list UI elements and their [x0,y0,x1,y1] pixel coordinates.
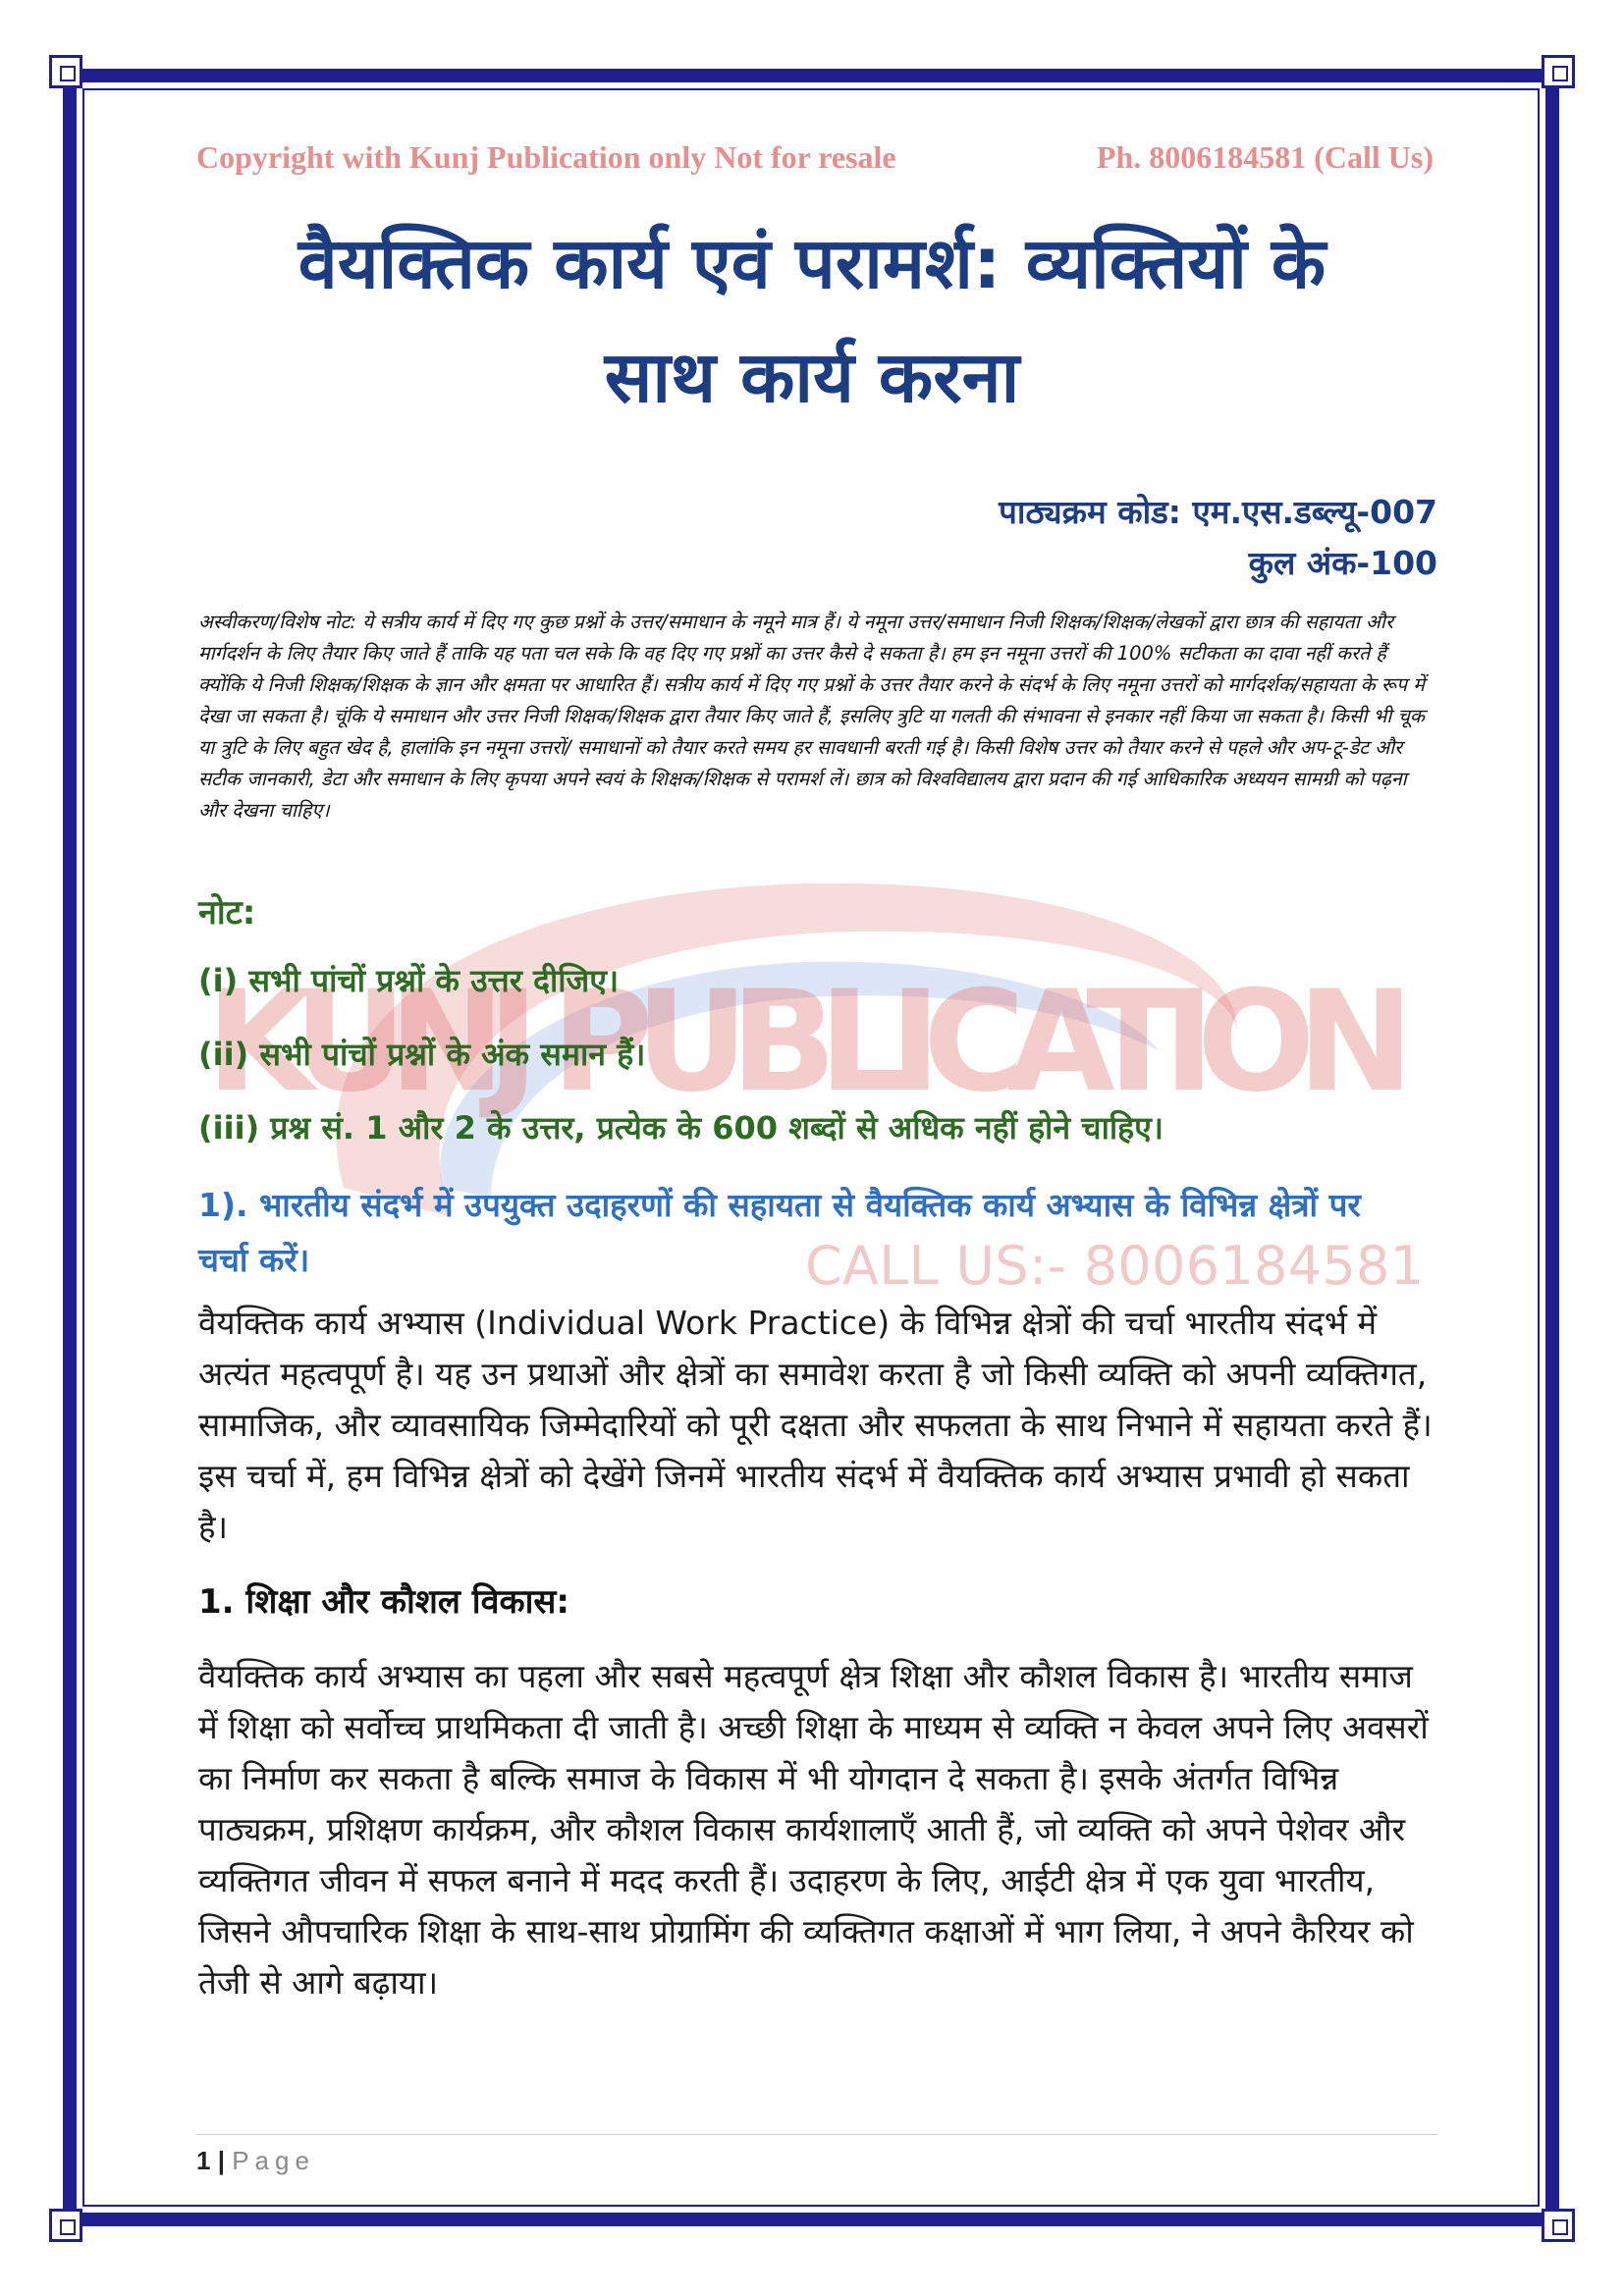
footer-separator: | [217,2146,225,2175]
footer-divider [196,2134,1437,2135]
copyright-text: Copyright with Kunj Publication only Not for resale [196,139,896,175]
section-1-paragraph: वैयक्तिक कार्य अभ्यास का पहला और सबसे महत्वपूर्ण क्षेत्र शिक्षा और कौशल विकास है। भारतीय समाज में शिक्षा को सर्वोच्च प्राथमिकता दी जाती है। अच्छी शिक्षा के माध्यम से व्यक्ति न केवल अपने लिए अवसरों का निर्माण कर सकता है बल्कि समाज के विकास में भी योगदान दे सकता है। इसके अंतर्गत विभिन्न पाठ्यक्रम, प्रशिक्षण कार्यक्रम, और कौशल विकास कार्यशालाएँ आती हैं, जो व्यक्ति को अपने पेशेवर और व्यक्तिगत जीवन में सफल बनाने में मदद करती हैं। उदाहरण के लिए, आईटी क्षेत्र में एक युवा भारतीय, जिसने औपचारिक शिक्षा के साथ-साथ प्रोग्रामिंग की व्यक्तिगत कक्षाओं में भाग लिया, ने अपने कैरियर को तेजी से आगे बढ़ाया। [198,1657,1429,2002]
course-code: पाठ्यक्रम कोड: एम.एस.डब्ल्यू-007 [999,493,1437,531]
note-item-2: (ii) सभी पांचों प्रश्नों के अंक समान हैं। [198,1036,646,1073]
page-footer [196,2146,315,2176]
page-number: 1 [196,2146,211,2175]
border-corner-bottom-right [1542,2209,1575,2242]
note-heading: नोट: [198,893,256,933]
note-item-3: (iii) प्रश्न सं. 1 और 2 के उत्तर, प्रत्येक के 600 शब्दों से अधिक नहीं होने चाहिए। [198,1109,1164,1147]
watermark-brand: KUNJ PUBLICATION [206,961,1414,1123]
disclaimer-text: अस्वीकरण/विशेष नोट: ये सत्रीय कार्य में दिए गए कुछ प्रश्नों के उत्तर/समाधान के नमूने मात्र हैं। ये नमूना उत्तर/समाधान निजी शिक्षक/शिक्षक/लेखकों द्वारा छात्र की सहायता और मार्गदर्शन के लिए तैयार किए जाते हैं ताकि यह पता चल सके कि वह दिए गए प्रश्नों का उत्तर कैसे दे सकता है। हम इन नमूना उत्तरों की 100% सटीकता का दावा नहीं करते हैं क्योंकि ये निजी शिक्षक/शिक्षक के ज्ञान और क्षमता पर आधारित हैं। सत्रीय कार्य में दिए गए प्रश्नों के उत्तर तैयार करने के संदर्भ के लिए नमूना उत्तरों को मार्गदर्शक/सहायता के रूप में देखा जा सकता है। चूंकि ये समाधान और उत्तर निजी शिक्षक/शिक्षक द्वारा तैयार किए जाते हैं, इसलिए त्रुटि या गलती की संभावना से इनकार नहीं किया जा सकता है। किसी भी चूक या त्रुटि के लिए बहुत खेद है, हालांकि इन नमूना उत्तरों/ समाधानों को तैयार करते समय हर सावधानी बरती गई है। किसी विशेष उत्तर को तैयार करने से पहले और अप-टू-डेट और सटीक जानकारी, डेटा और समाधान के लिए कृपया अपने स्वयं के शिक्षक/शिक्षक से परामर्श लें। छात्र को विश्वविद्यालय द्वारा प्रदान की गई आधिकारिक अध्ययन सामग्री को पढ़ना और देखना चाहिए। [198,611,1425,822]
document-title [147,206,1477,434]
border-corner-top-right [1542,55,1575,88]
border-corner-bottom-left [49,2209,82,2242]
title-line-2: साथ कार्य करना [604,336,1020,418]
phone-text: Ph. 8006184581 (Call Us) [1096,139,1434,175]
question-1: 1). भारतीय संदर्भ में उपयुक्त उदाहरणों की सहायता से वैयक्तिक कार्य अभ्यास के विभिन्न क्षेत्रों पर चर्चा करें। [198,1186,1361,1279]
border-corner-top-left [49,55,82,88]
total-marks: कुल अंक-100 [1248,544,1437,582]
title-line-1: वैयक्तिक कार्य एवं परामर्श: व्यक्तियों के [298,222,1326,304]
page-label: Page [232,2146,315,2175]
note-item-1: (i) सभी पांचों प्रश्नों के उत्तर दीजिए। [198,962,620,999]
watermark-call: CALL US:- 8006184581 [805,1235,1424,1297]
intro-paragraph: वैयक्तिक कार्य अभ्यास (Individual Work Practice) के विभिन्न क्षेत्रों की चर्चा भारतीय संदर्भ में अत्यंत महत्वपूर्ण है। यह उन प्रथाओं और क्षेत्रों का समावेश करता है जो किसी व्यक्ति को अपनी व्यक्तिगत, सामाजिक, और व्यावसायिक जिम्मेदारियों को पूरी दक्षता और सफलता के साथ निभाने में सहायता करते हैं। इस चर्चा में, हम विभिन्न क्षेत्रों को देखेंगे जिनमें भारतीय संदर्भ में वैयक्तिक कार्य अभ्यास प्रभावी हो सकता है। [198,1304,1433,1546]
section-1-heading: 1. शिक्षा और कौशल विकास: [198,1582,570,1622]
copyright-header [196,139,1434,176]
